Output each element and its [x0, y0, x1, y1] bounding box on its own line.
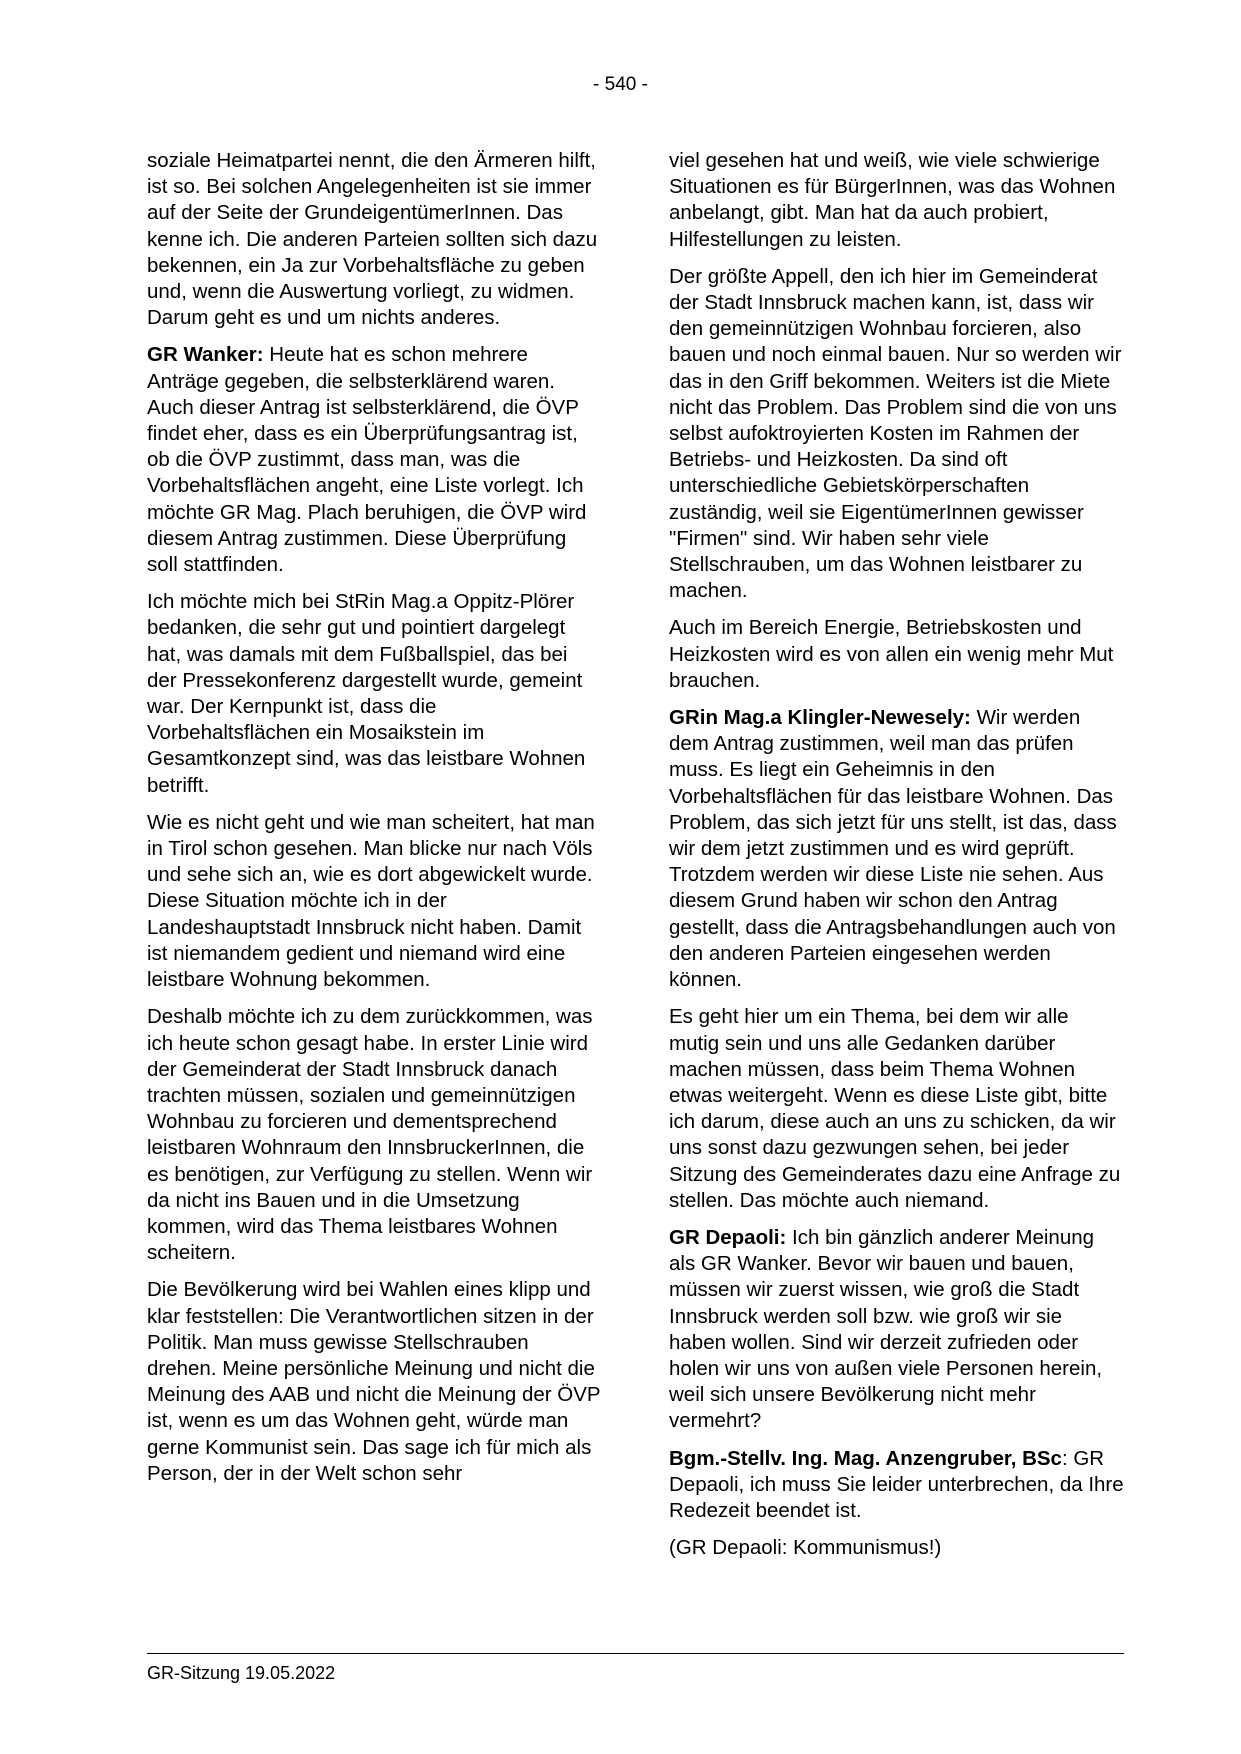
paragraph-text: Der größte Appell, den ich hier im Gemeinderat der Stadt Innsbruck machen kann, ist, dass wir den gemeinnützigen Wohnbau forcieren, also bauen und noch einmal bauen. Nur so werden wir das in den Griff bekommen. Weiters ist die Miete nicht das Problem. Das Problem sind die von uns selbst aufoktroyierten Kosten im Rahmen der Betriebs- und Heizkosten. Da sind oft unterschiedliche Gebietskörperschaften zuständig, weil sie EigentümerInnen gewisser "Firmen" sind. Wir haben sehr viele Stellschrauben, um das Wohnen leistbarer zu machen. — [669, 264, 1122, 603]
paragraph-text: Wir werden dem Antrag zustimmen, weil man das prüfen muss. Es liegt ein Geheimnis in den Vorbehaltsflächen für das leistbare Wohnen. Das Problem, das sich jetzt für uns stellt, ist das, dass wir dem jetzt zustimmen und es wird geprüft. Trotzdem werden wir diese Liste nie sehen. Aus diesem Grund haben wir schon den Antrag gestellt, dass die Antragsbehandlungen auch von den anderen Parteien eingesehen werden können. — [669, 706, 1117, 992]
paragraph-text: Es geht hier um ein Thema, bei dem wir alle mutig sein und uns alle Gedanken darüber machen müssen, dass beim Thema Wohnen etwas weitergeht. Wenn es diese Liste gibt, bitte ich darum, diese auch an uns zu schicken, da wir uns sonst dazu gezwungen sehen, bei jeder Sitzung des Gemeinderates dazu eine Anfrage zu stellen. Das möchte auch niemand. — [669, 1005, 1121, 1212]
speaker-name: GRin Mag.a Klingler-Newesely: — [669, 706, 971, 730]
paragraph-text: soziale Heimatpartei nennt, die den Ärmeren hilft, ist so. Bei solchen Angelegenheiten ist sie immer auf der Seite der GrundeigentümerInnen. Das kenne ich. Die anderen Parteien sollten sich dazu bekennen, ein Ja zur Vorbehaltsfläche zu geben und, wenn die Auswertung vorliegt, zu widmen. Darum geht es und um nichts anderes. — [147, 149, 598, 330]
paragraph — [669, 264, 1124, 605]
paragraph-text: : GR Depaoli, ich muss Sie leider unterbrechen, da Ihre Redezeit beendet ist. — [669, 1446, 1124, 1522]
paragraph — [669, 1535, 1124, 1561]
paragraph-text: viel gesehen hat und weiß, wie viele schwierige Situationen es für BürgerInnen, was das Wohnen anbelangt, gibt. Man hat da auch probiert, Hilfestellungen zu leisten. — [669, 149, 1116, 251]
paragraph — [669, 1446, 1124, 1525]
paragraph — [669, 1004, 1124, 1214]
paragraph — [669, 705, 1124, 993]
paragraph — [147, 148, 602, 331]
paragraph — [147, 810, 602, 993]
paragraph — [147, 589, 602, 799]
paragraph-text: Ich möchte mich bei StRin Mag.a Oppitz-Plörer bedanken, die sehr gut und pointiert dargelegt hat, was damals mit dem Fußballspiel, das bei der Pressekonferenz dargestellt wurde, gemeint war. Der Kernpunkt ist, dass die Vorbehaltsflächen ein Mosaikstein im Gesamtkonzept sind, was das leistbare Wohnen betrifft. — [147, 590, 586, 797]
paragraph — [669, 1225, 1124, 1435]
footer-divider — [147, 1653, 1124, 1654]
paragraph — [147, 1004, 602, 1266]
paragraph-text: (GR Depaoli: Kommunismus!) — [669, 1536, 942, 1560]
footer-session-date: GR-Sitzung 19.05.2022 — [147, 1663, 336, 1683]
paragraph-text: Heute hat es schon mehrere Anträge gegeben, die selbsterklärend waren. Auch dieser Antrag ist selbsterklärend, die ÖVP findet eher, dass es ein Überprüfungsantrag ist, ob die ÖVP zustimmt, dass man, was die Vorbehaltsflächen angeht, eine Liste vorlegt. Ich möchte GR Mag. Plach beruhigen, die ÖVP wird diesem Antrag zustimmen. Diese Überprüfung soll stattfinden. — [147, 343, 587, 577]
page-number: - 540 - — [593, 74, 648, 95]
paragraph — [669, 148, 1124, 253]
paragraph-text: Die Bevölkerung wird bei Wahlen eines klipp und klar feststellen: Die Verantwortlichen sitzen in der Politik. Man muss gewisse Stellschrauben drehen. Meine persönliche Meinung und nicht die Meinung des AAB und nicht die Meinung der ÖVP ist, wenn es um das Wohnen geht, würde man gerne Kommunist sein. Das sage ich für mich als Person, der in der Welt schon sehr — [147, 1278, 601, 1485]
paragraph — [147, 1277, 602, 1487]
speaker-name: GR Depaoli: — [669, 1225, 787, 1249]
paragraph — [147, 342, 602, 578]
paragraph-text: Wie es nicht geht und wie man scheitert, hat man in Tirol schon gesehen. Man blicke nur nach Völs und sehe sich an, wie es dort abgewickelt wurde. Diese Situation möchte ich in der Landeshauptstadt Innsbruck nicht haben. Damit ist niemandem gedient und niemand wird eine leistbare Wohnung bekommen. — [147, 810, 595, 992]
speaker-name: Bgm.-Stellv. Ing. Mag. Anzengruber, BSc — [669, 1446, 1062, 1470]
speaker-name: GR Wanker: — [147, 343, 264, 367]
paragraph-text: Ich bin gänzlich anderer Meinung als GR Wanker. Bevor wir bauen und bauen, müssen wir zuerst wissen, wie groß die Stadt Innsbruck werden soll bzw. wie groß wir sie haben wollen. Sind wir derzeit zufrieden oder holen wir uns von außen viele Personen herein, weil sich unsere Bevölkerung nicht mehr vermehrt? — [669, 1225, 1103, 1433]
right-text-column — [669, 148, 1124, 1572]
paragraph — [669, 615, 1124, 694]
paragraph-text: Auch im Bereich Energie, Betriebskosten und Heizkosten wird es von allen ein wenig mehr Mut brauchen. — [669, 616, 1114, 692]
paragraph-text: Deshalb möchte ich zu dem zurückkommen, was ich heute schon gesagt habe. In erster Linie wird der Gemeinderat der Stadt Innsbruck danach trachten müssen, sozialen und gemeinnützigen Wohnbau zu forcieren und dementsprechend leistbaren Wohnraum den InnsbruckerInnen, die es benötigen, zur Verfügung zu stellen. Wenn wir da nicht ins Bauen und in die Umsetzung kommen, wird das Thema leistbares Wohnen scheitern. — [147, 1005, 593, 1265]
left-text-column — [147, 148, 602, 1498]
